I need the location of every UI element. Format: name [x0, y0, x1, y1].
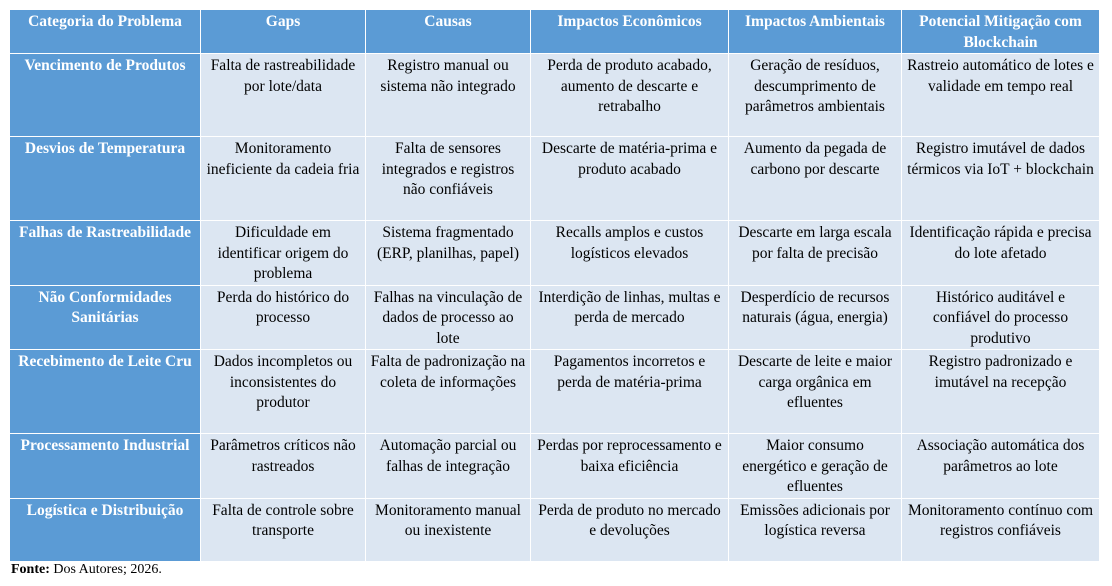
cell-mitigation: Rastreio automático de lotes e validade em tempo real [902, 54, 1100, 137]
cell-economic: Perda de produto no mercado e devoluções [531, 498, 729, 561]
cell-environmental: Maior consumo energético e geração de efluentes [729, 434, 902, 499]
cell-gaps: Falta de rastreabilidade por lote/data [201, 54, 366, 137]
cell-environmental: Emissões adicionais por logística reversa [729, 498, 902, 561]
cell-economic: Perdas por reprocessamento e baixa eficiência [531, 434, 729, 499]
cell-mitigation: Monitoramento contínuo com registros confiáveis [902, 498, 1100, 561]
cell-mitigation: Registro padronizado e imutável na recepção [902, 350, 1100, 434]
table-row [10, 137, 1100, 221]
row-category: Não Conformidades Sanitárias [10, 285, 201, 350]
cell-environmental: Desperdício de recursos naturais (água, energia) [729, 285, 902, 350]
table-row [10, 434, 1100, 499]
problem-table [9, 9, 1100, 562]
cell-mitigation: Identificação rápida e precisa do lote afetado [902, 221, 1100, 286]
source-caption [11, 562, 162, 578]
cell-environmental: Descarte em larga escala por falta de precisão [729, 221, 902, 286]
cell-environmental: Descarte de leite e maior carga orgânica em efluentes [729, 350, 902, 434]
header-gaps: Gaps [201, 10, 366, 54]
row-category: Vencimento de Produtos [10, 54, 201, 137]
cell-gaps: Monitoramento ineficiente da cadeia fria [201, 137, 366, 221]
cell-causes: Monitoramento manual ou inexistente [366, 498, 531, 561]
table-row [10, 498, 1100, 561]
row-category: Processamento Industrial [10, 434, 201, 499]
cell-causes: Falta de sensores integrados e registros não confiáveis [366, 137, 531, 221]
cell-causes: Falhas na vinculação de dados de processo ao lote [366, 285, 531, 350]
cell-causes: Automação parcial ou falhas de integração [366, 434, 531, 499]
cell-environmental: Aumento da pegada de carbono por descarte [729, 137, 902, 221]
cell-environmental: Geração de resíduos, descumprimento de parâmetros ambientais [729, 54, 902, 137]
table-container [9, 9, 1099, 562]
table-row [10, 350, 1100, 434]
cell-causes: Falta de padronização na coleta de informações [366, 350, 531, 434]
header-row [10, 10, 1100, 54]
header-environmental-impacts: Impactos Ambientais [729, 10, 902, 54]
cell-gaps: Dificuldade em identificar origem do problema [201, 221, 366, 286]
row-category: Logística e Distribuição [10, 498, 201, 561]
row-category: Desvios de Temperatura [10, 137, 201, 221]
cell-economic: Interdição de linhas, multas e perda de mercado [531, 285, 729, 350]
table-row [10, 221, 1100, 286]
cell-mitigation: Registro imutável de dados térmicos via IoT + blockchain [902, 137, 1100, 221]
header-economic-impacts: Impactos Econômicos [531, 10, 729, 54]
header-category: Categoria do Problema [10, 10, 201, 54]
row-category: Recebimento de Leite Cru [10, 350, 201, 434]
source-label: Fonte: [11, 562, 50, 577]
cell-gaps: Dados incompletos ou inconsistentes do produtor [201, 350, 366, 434]
source-text: Dos Autores; 2026. [49, 562, 162, 577]
cell-economic: Perda de produto acabado, aumento de descarte e retrabalho [531, 54, 729, 137]
cell-gaps: Parâmetros críticos não rastreados [201, 434, 366, 499]
cell-causes: Sistema fragmentado (ERP, planilhas, papel) [366, 221, 531, 286]
header-blockchain-mitigation: Potencial Mitigação com Blockchain [902, 10, 1100, 54]
cell-mitigation: Histórico auditável e confiável do processo produtivo [902, 285, 1100, 350]
row-category: Falhas de Rastreabilidade [10, 221, 201, 286]
table-row [10, 285, 1100, 350]
cell-gaps: Falta de controle sobre transporte [201, 498, 366, 561]
header-causes: Causas [366, 10, 531, 54]
cell-gaps: Perda do histórico do processo [201, 285, 366, 350]
table-row [10, 54, 1100, 137]
cell-mitigation: Associação automática dos parâmetros ao lote [902, 434, 1100, 499]
cell-economic: Recalls amplos e custos logísticos elevados [531, 221, 729, 286]
cell-economic: Descarte de matéria-prima e produto acabado [531, 137, 729, 221]
cell-causes: Registro manual ou sistema não integrado [366, 54, 531, 137]
cell-economic: Pagamentos incorretos e perda de matéria-prima [531, 350, 729, 434]
